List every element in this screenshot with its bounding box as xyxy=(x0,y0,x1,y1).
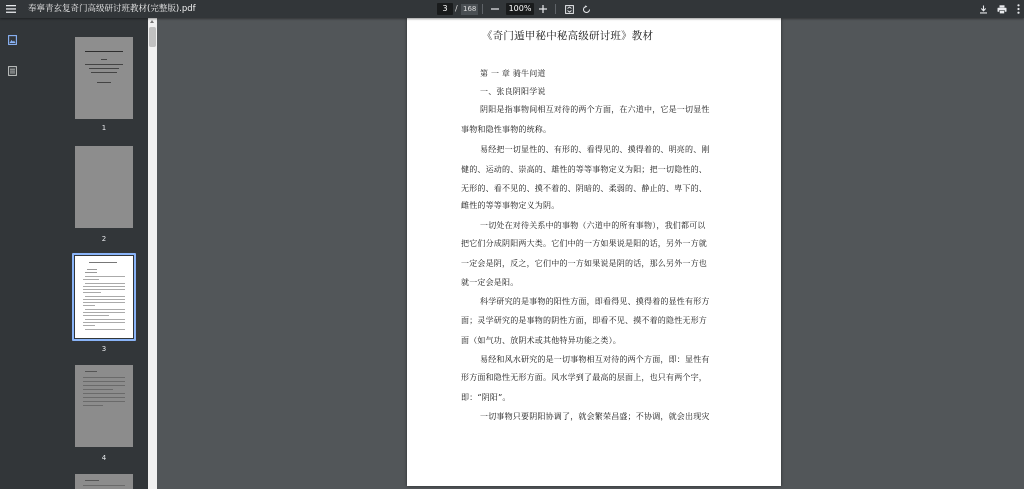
page-thumbnail-number: 3 xyxy=(101,345,107,353)
menu-icon[interactable] xyxy=(4,0,18,18)
more-icon xyxy=(1017,4,1020,14)
paragraph-line: 一切事物只要阴阳协调了，就会繁荣昌盛；不协调，就会出现灾 xyxy=(480,412,710,421)
page-thumbnail-2[interactable] xyxy=(75,146,133,228)
paragraph-line: 即：“阴阳”。 xyxy=(461,393,511,402)
toolbar xyxy=(0,0,1024,18)
page-thumbnail-number: 2 xyxy=(101,235,107,243)
paragraph-line: 易经把一切显性的、有形的、看得见的、摸得着的、明亮的、刚 xyxy=(480,145,710,154)
paragraph-line: 面（如气功、放阴术或其他特异功能之类）。 xyxy=(461,336,621,345)
minus-icon xyxy=(491,5,499,13)
download-icon xyxy=(979,5,988,14)
more-actions-button[interactable] xyxy=(1013,0,1023,18)
total-pages: 168 xyxy=(463,5,477,13)
document-title: 《奇门遁甲秘中秘高级研讨班》教材 xyxy=(482,30,654,42)
rotate-icon xyxy=(582,5,591,14)
fit-page-icon xyxy=(565,5,574,14)
thumbnails-icon xyxy=(8,35,17,45)
print-icon xyxy=(997,5,1007,14)
page-thumbnail-4[interactable] xyxy=(75,365,133,447)
paragraph-line: 形方面和隐性无形方面。风水学到了最高的层面上，也只有两个字， xyxy=(461,373,707,382)
rotate-button[interactable] xyxy=(580,0,592,18)
toolbar-divider xyxy=(482,4,483,14)
paragraph-line: 就一定会是阳。 xyxy=(461,278,519,287)
page-number-input[interactable]: 3 xyxy=(437,3,453,15)
paragraph-line: 健的、运动的、崇高的、雄性的等等事物定义为阳；把一切隐性的、 xyxy=(461,165,707,174)
paragraph-line: 易经和风水研究的是一切事物相互对待的两个方面，即：显性有 xyxy=(480,355,710,364)
page-content xyxy=(407,18,781,486)
page-thumbnail-3[interactable] xyxy=(75,256,133,338)
sidebar-scrollbar[interactable] xyxy=(148,18,157,489)
pdf-page xyxy=(407,18,781,486)
file-title: 奉寧青玄复奇门高级研讨班教材(完整版).pdf xyxy=(28,4,196,14)
paragraph-line: 一切处在对待关系中的事物（六道中的所有事物），我们都可以 xyxy=(480,221,706,230)
sidebar-rail xyxy=(0,18,24,489)
paragraph-line: 把它们分成阴阳两大类。它们中的一方如果说是阳的话，另外一方就 xyxy=(461,239,707,248)
paragraph-line: 科学研究的是事物的阳性方面，即看得见、摸得着的显性有形方 xyxy=(480,297,710,306)
page-thumbnail-5[interactable] xyxy=(75,474,133,489)
outline-view-button[interactable] xyxy=(5,64,19,78)
thumbnails-view-button[interactable] xyxy=(5,33,19,47)
zoom-out-button[interactable] xyxy=(489,0,501,18)
toolbar-divider xyxy=(555,4,556,14)
plus-icon xyxy=(539,5,547,13)
paragraph-line: 面；灵学研究的是事物的阴性方面，即看不见、摸不着的隐性无形方 xyxy=(461,316,707,325)
page-thumbnail-number: 4 xyxy=(101,454,107,462)
thumbnail-sidebar xyxy=(24,18,148,489)
paragraph-line: 事物和隐性事物的统称。 xyxy=(461,125,552,134)
page-thumbnail-1[interactable] xyxy=(75,37,133,119)
print-button[interactable] xyxy=(996,0,1008,18)
zoom-input[interactable]: 100% xyxy=(506,3,534,15)
paragraph-line: 无形的、看不见的、摸不着的、阴暗的、柔弱的、静止的、卑下的、 xyxy=(461,184,707,193)
zoom-in-button[interactable] xyxy=(537,0,549,18)
scrollbar-thumb[interactable] xyxy=(149,27,156,47)
section-heading: 一、张良阴阳学说 xyxy=(480,87,546,96)
outline-icon xyxy=(8,66,17,76)
chapter-heading: 第 一 章 骑牛问道 xyxy=(480,69,546,78)
page-separator: / xyxy=(455,4,458,13)
scroll-up-arrow[interactable] xyxy=(150,20,154,23)
fit-page-button[interactable] xyxy=(563,0,575,18)
download-button[interactable] xyxy=(977,0,989,18)
paragraph-line: 一定会是阴，反之，它们中的一方如果说是阴的话，那么另外一方也 xyxy=(461,259,707,268)
paragraph-line: 阴阳是指事物间相互对待的两个方面，在六道中，它是一切显性 xyxy=(480,105,710,114)
page-thumbnail-number: 1 xyxy=(101,124,107,132)
paragraph-line: 雌性的等等事物定义为阴。 xyxy=(461,201,560,210)
